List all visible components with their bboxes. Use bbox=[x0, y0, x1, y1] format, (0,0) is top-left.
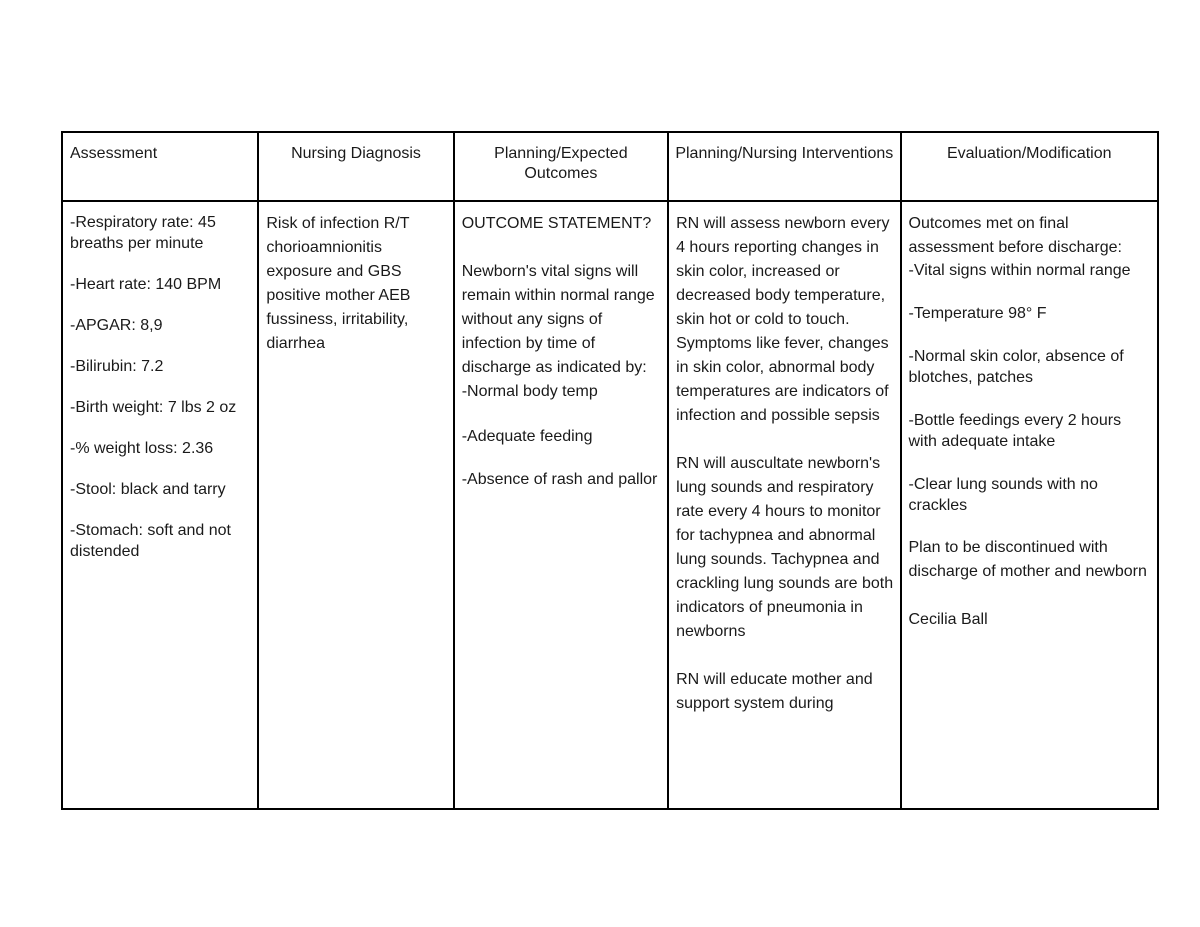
outcome-item: -Normal body temp bbox=[461, 383, 598, 400]
evaluation-signature: Cecilia Ball bbox=[908, 611, 988, 628]
diagnosis-text: Risk of infection R/T chorioamnionitis exposure and GBS positive mother AEB fussiness, irritability, diarrhea bbox=[266, 215, 411, 352]
assessment-item: -Bilirubin: 7.2 bbox=[70, 358, 164, 375]
assessment-item: -Birth weight: 7 lbs 2 oz bbox=[70, 399, 237, 416]
assessment-item: -Respiratory rate: 45 breaths per minute bbox=[70, 214, 216, 252]
evaluation-item: -Vital signs within normal range bbox=[908, 262, 1131, 279]
intervention-item: RN will assess newborn every 4 hours reporting changes in skin color, increased or decreased body temperature, skin hot or cold to touch. Symptoms like fever, changes in skin color, abnormal body temperatures are indicators of infection and possible sepsis bbox=[676, 215, 890, 424]
evaluation-item: -Bottle feedings every 2 hours with adequate intake bbox=[908, 412, 1122, 450]
evaluation-item: -Normal skin color, absence of blotches, patches bbox=[908, 348, 1124, 386]
outcomes-cell bbox=[454, 201, 668, 809]
assessment-item: -APGAR: 8,9 bbox=[70, 317, 163, 334]
intervention-item: RN will educate mother and support system during bbox=[676, 671, 873, 712]
header-row bbox=[62, 132, 1158, 201]
header-nursing-interventions: Planning/Nursing Interventions bbox=[668, 132, 900, 201]
header-assessment: Assessment bbox=[62, 132, 258, 201]
outcome-item: -Absence of rash and pallor bbox=[461, 471, 658, 488]
evaluation-cell bbox=[901, 201, 1159, 809]
evaluation-intro: Outcomes met on final assessment before discharge: bbox=[908, 215, 1122, 256]
outcome-statement: Newborn's vital signs will remain within normal range without any signs of infection by time of discharge as indicated by: bbox=[461, 263, 655, 376]
evaluation-item: -Temperature 98° F bbox=[908, 305, 1047, 322]
assessment-item: -Stool: black and tarry bbox=[70, 481, 226, 498]
assessment-item: -% weight loss: 2.36 bbox=[70, 440, 214, 457]
outcome-heading: OUTCOME STATEMENT? bbox=[461, 215, 652, 232]
outcome-item: -Adequate feeding bbox=[461, 428, 593, 445]
assessment-item: -Stomach: soft and not distended bbox=[70, 522, 231, 560]
header-nursing-diagnosis: Nursing Diagnosis bbox=[258, 132, 453, 201]
evaluation-plan: Plan to be discontinued with discharge of mother and newborn bbox=[908, 539, 1147, 580]
interventions-cell bbox=[668, 201, 900, 809]
intervention-item: RN will auscultate newborn's lung sounds and respiratory rate every 4 hours to monitor for tachypnea and abnormal lung sounds. Tachypnea and crackling lung sounds are both indicators of pneumonia in newborns bbox=[676, 455, 894, 640]
diagnosis-cell bbox=[258, 201, 453, 809]
assessment-item: -Heart rate: 140 BPM bbox=[70, 276, 222, 293]
evaluation-item: -Clear lung sounds with no crackles bbox=[908, 476, 1098, 514]
header-evaluation: Evaluation/Modification bbox=[901, 132, 1159, 201]
header-expected-outcomes: Planning/Expected Outcomes bbox=[454, 132, 668, 201]
care-plan-table bbox=[61, 131, 1159, 810]
content-row bbox=[62, 201, 1158, 809]
assessment-cell bbox=[62, 201, 258, 809]
